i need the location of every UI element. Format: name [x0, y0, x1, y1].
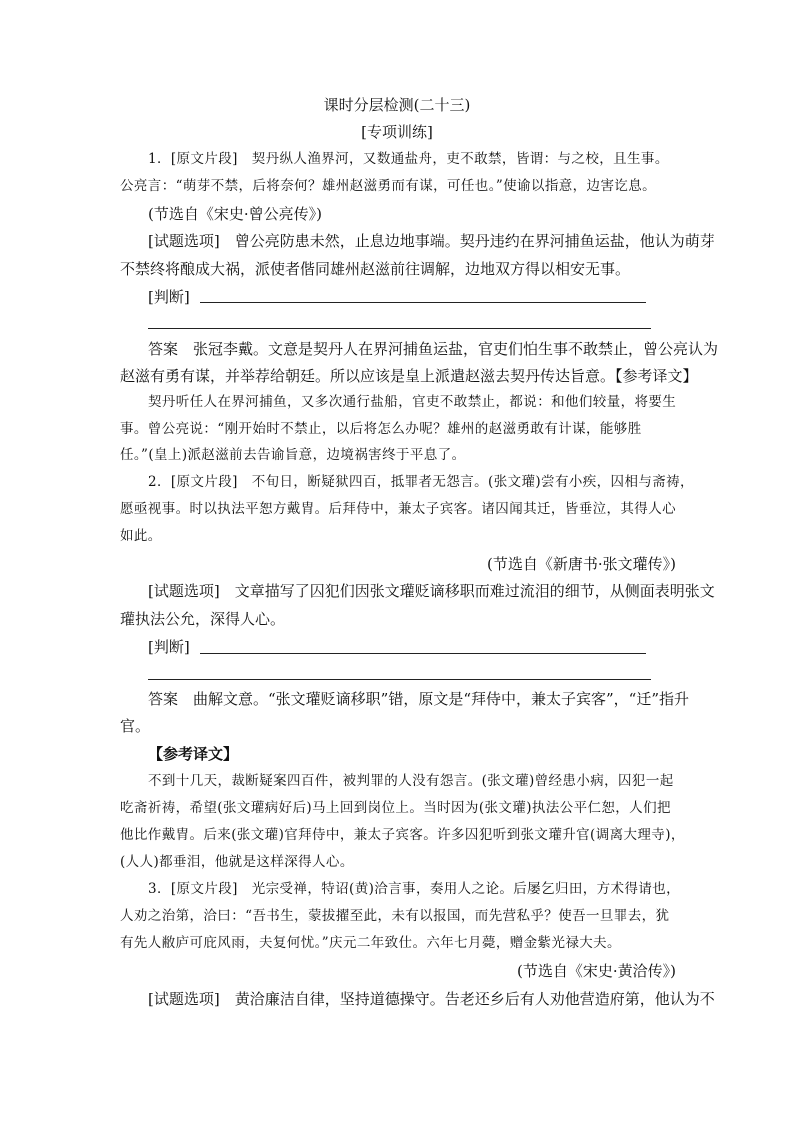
- q2-option-line-2: 瓘执法公允，深得人心。: [120, 610, 286, 628]
- q1-judge-label: [判断]: [148, 288, 190, 306]
- page-subtitle: [专项训练]: [361, 123, 433, 141]
- q2-translation-line-3: 他比作戴胄。后来(张文瓘)官拜侍中，兼太子宾客。许多囚犯听到张文瓘升官(调离大理寺)，: [120, 827, 685, 843]
- q1-source-line-1: 1．[原文片段] 契丹纵人渔界河，又数通盐舟，吏不敢禁，皆谓：与之校，且生事。: [148, 151, 669, 167]
- q2-translation-line-4: (人人)都垂泪，他就是这样深得人心。: [120, 854, 354, 870]
- q1-translation-line-2: 事。曾公亮说：“刚开始时不禁止，以后将怎么办呢？雄州的赵滋勇敢有计谋，能够胜: [120, 421, 642, 437]
- q1-translation-line-3: 任。”(皇上)派赵滋前去告谕旨意，边境祸害终于平息了。: [120, 447, 466, 463]
- q1-answer-line-2: 赵滋有勇有谋，并举荐给朝廷。所以应该是皇上派遣赵滋去契丹传达旨意。【参考译文】: [120, 367, 698, 385]
- q3-source-line-1: 3．[原文片段] 光宗受禅，特诏(黄)洽言事，奏用人之论。后屡乞归田，方术得请也，: [148, 881, 681, 897]
- q1-source-line-2: 公亮言：“萌芽不禁，后将奈何？雄州赵滋勇而有谋，可任也。”使谕以指意，边害讫息。: [120, 178, 657, 194]
- q1-answer-line-1: 答案 张冠李戴。文意是契丹人在界河捕鱼运盐，官吏们怕生事不敢禁止，曾公亮认为: [148, 340, 719, 358]
- q3-source-reference: (节选自《宋史·黄洽传》): [517, 962, 676, 980]
- q2-source-line-2: 愿亟视事。时以执法平恕方戴胄。后拜侍中，兼太子宾客。诸囚闻其迁，皆垂泣，其得人心: [120, 501, 676, 517]
- page-title: 课时分层检测(二十三): [323, 96, 471, 114]
- q3-source-line-2: 人劝之治第，洽曰：“吾书生，蒙拔擢至此，未有以报国，而先营私乎？使吾一旦罪去，犹: [120, 908, 670, 924]
- q2-source-line-1: 2．[原文片段] 不旬日，断疑狱四百，抵罪者无怨言。(张文瓘)尝有小疾，囚相与斋祷，: [148, 474, 694, 490]
- q2-option-line-1: [试题选项] 文章描写了囚犯们因张文瓘贬谪移职而难过流泪的细节，从侧面表明张文: [148, 582, 715, 600]
- q3-option-line-1: [试题选项] 黄洽廉洁自律，坚持道德操守。告老还乡后有人劝他营造府第，他认为不: [148, 990, 715, 1008]
- q2-source-line-3: 如此。: [120, 528, 162, 544]
- q3-source-line-3: 有先人敝庐可庇风雨，夫复何忧。”庆元二年致仕。六年七月薨，赠金紫光禄大夫。: [120, 935, 621, 951]
- q2-translation-line-2: 吃斋祈祷，希望(张文瓘病好后)马上回到岗位上。当时因为(张文瓘)执法公平仁恕，人们把: [120, 800, 671, 816]
- q2-translation-heading: 【参考译文】: [148, 745, 239, 763]
- q2-answer-line-2: 官。: [120, 717, 151, 735]
- q1-answer-blank-line-1[interactable]: [200, 302, 646, 303]
- q2-translation-line-1: 不到十几天，裁断疑案四百件，被判罪的人没有怨言。(张文瓘)曾经患小病，囚犯一起: [148, 773, 674, 789]
- q1-answer-blank-line-2[interactable]: [148, 328, 651, 329]
- q2-answer-blank-line-1[interactable]: [200, 653, 646, 654]
- q2-answer-line-1: 答案 曲解文意。“张文瓘贬谪移职”错，原文是“拜侍中，兼太子宾客”，“迁”指升: [148, 690, 690, 708]
- q1-option-line-1: [试题选项] 曾公亮防患未然，止息边地事端。契丹违约在界河捕鱼运盐，他认为萌芽: [148, 232, 715, 250]
- q2-answer-blank-line-2[interactable]: [148, 679, 651, 680]
- q1-option-line-2: 不禁终将酿成大祸，派使者偕同雄州赵滋前往调解，边地双方得以相安无事。: [120, 260, 631, 278]
- q1-translation-line-1: 契丹听任人在界河捕鱼，又多次通行盐船，官吏不敢禁止，都说：和他们较量，将要生: [148, 394, 677, 410]
- q2-source-reference: (节选自《新唐书·张文瓘传》): [487, 555, 676, 573]
- q1-source-reference: (节选自《宋史·曾公亮传》): [148, 205, 322, 223]
- q2-judge-label: [判断]: [148, 638, 190, 656]
